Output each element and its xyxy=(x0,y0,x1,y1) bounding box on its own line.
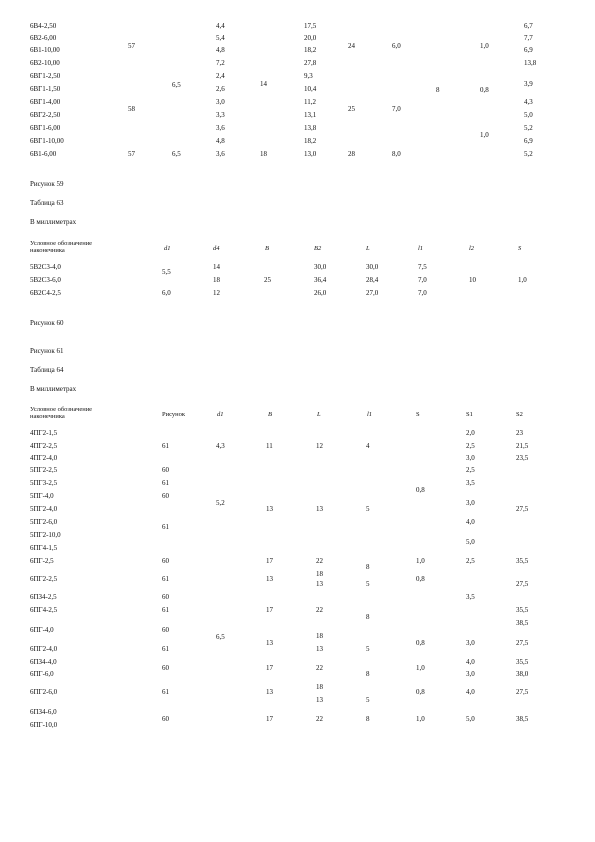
table-cell: 22 xyxy=(316,606,323,614)
table-cell: 61 xyxy=(162,645,169,653)
table-cell: 61 xyxy=(162,442,169,450)
table-cell: 5 xyxy=(366,580,370,588)
table-cell: 13 xyxy=(316,645,323,653)
table-cell: 12 xyxy=(213,289,220,297)
table-cell: 4,0 xyxy=(466,658,475,666)
top-col-e: 10,4 xyxy=(304,85,317,93)
table-cell: 23 xyxy=(516,429,523,437)
top-col-e: 17,5 xyxy=(304,22,317,30)
top-code: 6ВГ1-6,00 xyxy=(30,124,61,132)
table-cell: 6ПЗ4-4,0 xyxy=(30,658,57,666)
table-cell: 60 xyxy=(162,557,169,565)
top-col-j: 5,2 xyxy=(524,124,533,132)
table-cell: 13 xyxy=(316,696,323,704)
table-cell: 2,5 xyxy=(466,557,475,565)
top-col-j: 5,0 xyxy=(524,111,533,119)
top-col-c: 3,6 xyxy=(216,124,225,132)
table-cell: 14 xyxy=(213,263,220,271)
column-header: l1 xyxy=(418,245,424,252)
column-header: d1 xyxy=(217,411,224,418)
table-cell: 3,0 xyxy=(466,454,475,462)
table-cell: 6,0 xyxy=(162,289,171,297)
top-code: 6ВГ1-1,50 xyxy=(30,85,61,93)
table-cell: 6ПГ-2,5 xyxy=(30,557,54,565)
table-cell: 5,0 xyxy=(466,538,475,546)
table-cell: 12 xyxy=(316,442,323,450)
column-header: Рисунок xyxy=(162,411,186,418)
top-col-f: 28 xyxy=(348,150,355,158)
table-cell: 8 xyxy=(366,563,370,571)
table-cell: 61 xyxy=(162,479,169,487)
table-cell: 6ПЗ4-6,0 xyxy=(30,708,57,716)
table-cell: 3,0 xyxy=(466,499,475,507)
column-header: Условное обозначение наконечника xyxy=(30,406,93,420)
table-cell: 18 xyxy=(316,683,323,691)
table-cell: 17 xyxy=(266,557,273,565)
top-col-a: 57 xyxy=(128,42,135,50)
top-col-i: 1,0 xyxy=(480,42,489,50)
table-cell: 5ПГ-4,0 xyxy=(30,492,54,500)
top-code: 6В2-6,00 xyxy=(30,34,57,42)
table-cell: 13 xyxy=(266,688,273,696)
top-col-j: 5,2 xyxy=(524,150,533,158)
column-header: L xyxy=(366,245,370,252)
table-cell: 60 xyxy=(162,715,169,723)
table-cell: 5ПГ2-10,0 xyxy=(30,531,61,539)
figure-caption: Рисунок 59 xyxy=(30,180,64,188)
table-cell: 26,0 xyxy=(314,289,327,297)
table-cell: 0,8 xyxy=(416,688,425,696)
table-cell: 61 xyxy=(162,575,169,583)
top-col-c: 4,8 xyxy=(216,46,225,54)
top-code: 6ВГ1-2,50 xyxy=(30,72,61,80)
top-col-d: 14 xyxy=(260,80,267,88)
table-cell: 6ПГ4-1,5 xyxy=(30,544,58,552)
table-cell: 7,5 xyxy=(418,263,427,271)
table-cell: 0,8 xyxy=(416,575,425,583)
table-cell: 18 xyxy=(316,632,323,640)
top-code: 6В2-10,00 xyxy=(30,59,60,67)
table-cell: 8 xyxy=(366,613,370,621)
table-cell: 13 xyxy=(266,639,273,647)
top-col-c: 4,4 xyxy=(216,22,225,30)
table-cell: 3,5 xyxy=(466,479,475,487)
table-cell: 5 xyxy=(366,696,370,704)
table-cell: 1,0 xyxy=(518,276,527,284)
figure-caption: Рисунок 61 xyxy=(30,347,64,355)
top-col-a: 57 xyxy=(128,150,135,158)
table-cell: 6ПГ2-2,5 xyxy=(30,575,58,583)
table-cell: 11 xyxy=(266,442,273,450)
table-cell: 6ПГ4-2,5 xyxy=(30,606,58,614)
top-col-g: 7,0 xyxy=(392,105,401,113)
top-col-h: 8 xyxy=(436,86,440,94)
top-col-j: 6,7 xyxy=(524,22,533,30)
table-cell: 23,5 xyxy=(516,454,529,462)
column-header: S2 xyxy=(516,411,523,418)
top-col-f: 24 xyxy=(348,42,355,50)
table-cell: 13 xyxy=(266,575,273,583)
top-col-j: 6,9 xyxy=(524,137,533,145)
table-cell: 35,5 xyxy=(516,606,529,614)
table-cell: 3,0 xyxy=(466,639,475,647)
top-col-c: 3,6 xyxy=(216,150,225,158)
table-cell: 0,8 xyxy=(416,486,425,494)
top-code: 6В1-6,00 xyxy=(30,150,57,158)
table-cell: 27,0 xyxy=(366,289,379,297)
table-cell: 10 xyxy=(469,276,476,284)
top-col-g: 6,0 xyxy=(392,42,401,50)
column-header: B2 xyxy=(314,245,322,252)
top-col-g: 8,0 xyxy=(392,150,401,158)
table-cell: 4ПГ2-4,0 xyxy=(30,454,58,462)
table-title: Таблица 64 xyxy=(30,366,64,374)
table-cell: 35,5 xyxy=(516,658,529,666)
table-cell: 60 xyxy=(162,626,169,634)
table-cell: 0,8 xyxy=(416,639,425,647)
table-units: В миллиметрах xyxy=(30,385,77,393)
table-cell: 7,0 xyxy=(418,276,427,284)
top-col-e: 13,8 xyxy=(304,124,317,132)
table-cell: 27,5 xyxy=(516,580,529,588)
table-cell: 61 xyxy=(162,606,169,614)
column-header: d1 xyxy=(164,245,171,252)
top-col-e: 13,0 xyxy=(304,150,317,158)
table-cell: 61 xyxy=(162,523,169,531)
top-col-c: 3,3 xyxy=(216,111,225,119)
column-header: B xyxy=(268,411,272,418)
table-cell: 6ПГ-10,0 xyxy=(30,721,58,729)
top-col-i: 0,8 xyxy=(480,86,489,94)
top-col-j: 3,9 xyxy=(524,80,533,88)
top-col-j: 6,9 xyxy=(524,46,533,54)
top-col-b: 6,5 xyxy=(172,150,181,158)
table-cell: 4,3 xyxy=(216,442,225,450)
table-cell: 27,5 xyxy=(516,688,529,696)
table-cell: 13 xyxy=(266,505,273,513)
table-cell: 60 xyxy=(162,593,169,601)
top-col-a: 58 xyxy=(128,105,135,113)
top-col-c: 2,6 xyxy=(216,85,225,93)
table-cell: 30,0 xyxy=(366,263,379,271)
table-cell: 61 xyxy=(162,688,169,696)
table-cell: 6В2С4-2,5 xyxy=(30,289,61,297)
table-cell: 4 xyxy=(366,442,370,450)
table-cell: 5 xyxy=(366,645,370,653)
table-cell: 60 xyxy=(162,466,169,474)
table-cell: 22 xyxy=(316,715,323,723)
top-code: 6ВГ1-4,00 xyxy=(30,98,61,106)
top-col-j: 13,8 xyxy=(524,59,537,67)
top-col-f: 25 xyxy=(348,105,355,113)
table-cell: 38,0 xyxy=(516,670,529,678)
top-col-e: 20,0 xyxy=(304,34,317,42)
table-cell: 3,5 xyxy=(466,593,475,601)
top-col-e: 18,2 xyxy=(304,46,317,54)
column-header: l2 xyxy=(469,245,475,252)
table-cell: 17 xyxy=(266,715,273,723)
top-code: 6ВГ1-10,00 xyxy=(30,137,64,145)
table-cell: 7,0 xyxy=(418,289,427,297)
table-cell: 5 xyxy=(366,505,370,513)
table-cell: 2,5 xyxy=(466,442,475,450)
table-cell: 28,4 xyxy=(366,276,379,284)
column-header: L xyxy=(317,411,321,418)
top-col-i: 1,0 xyxy=(480,131,489,139)
table-cell: 6ПГ2-6,0 xyxy=(30,688,58,696)
table-cell: 30,0 xyxy=(314,263,327,271)
column-header: S xyxy=(416,411,420,418)
top-col-e: 27,8 xyxy=(304,59,317,67)
table-units: В миллиметрах xyxy=(30,218,77,226)
top-col-j: 7,7 xyxy=(524,34,533,42)
top-col-e: 9,3 xyxy=(304,72,313,80)
table-cell: 1,0 xyxy=(416,664,425,672)
column-header: l1 xyxy=(367,411,373,418)
table-cell: 5ПГ2-4,0 xyxy=(30,505,58,513)
top-code: 6В1-10,00 xyxy=(30,46,60,54)
table-cell: 27,5 xyxy=(516,505,529,513)
table-cell: 60 xyxy=(162,664,169,672)
table-cell: 35,5 xyxy=(516,557,529,565)
figure-caption: Рисунок 60 xyxy=(30,319,64,327)
top-col-c: 4,8 xyxy=(216,137,225,145)
table-cell: 17 xyxy=(266,664,273,672)
table-title: Таблица 63 xyxy=(30,199,64,207)
table-cell: 27,5 xyxy=(516,639,529,647)
table-cell: 6,5 xyxy=(216,633,225,641)
table-cell: 38,5 xyxy=(516,619,529,627)
top-col-c: 7,2 xyxy=(216,59,225,67)
table-cell: 22 xyxy=(316,664,323,672)
column-header: S xyxy=(518,245,522,252)
top-col-c: 2,4 xyxy=(216,72,225,80)
table-cell: 18 xyxy=(316,570,323,578)
top-code: 6ВГ2-2,50 xyxy=(30,111,61,119)
table-cell: 5ПГ3-2,5 xyxy=(30,479,58,487)
table-cell: 6ПГ-4,0 xyxy=(30,626,54,634)
table-cell: 2,5 xyxy=(466,466,475,474)
table-cell: 1,0 xyxy=(416,715,425,723)
table-cell: 5,5 xyxy=(162,268,171,276)
column-header: Условное обозначение наконечника xyxy=(30,240,93,254)
table-cell: 5В2С3-4,0 xyxy=(30,263,61,271)
top-col-e: 11,2 xyxy=(304,98,316,106)
column-header: S1 xyxy=(466,411,473,418)
top-col-d: 18 xyxy=(260,150,267,158)
top-col-c: 5,4 xyxy=(216,34,225,42)
top-col-b: 6,5 xyxy=(172,81,181,89)
table-cell: 5ПГ2-6,0 xyxy=(30,518,58,526)
table-cell: 8 xyxy=(366,670,370,678)
table-cell: 36,4 xyxy=(314,276,327,284)
table-cell: 21,5 xyxy=(516,442,529,450)
column-header: B xyxy=(265,245,269,252)
table-cell: 4ПГ2-1,5 xyxy=(30,429,58,437)
table-cell: 6ПЗ4-2,5 xyxy=(30,593,57,601)
table-cell: 6ПГ2-4,0 xyxy=(30,645,58,653)
table-cell: 13 xyxy=(316,580,323,588)
top-col-e: 13,1 xyxy=(304,111,317,119)
table-cell: 4,0 xyxy=(466,518,475,526)
table-cell: 13 xyxy=(316,505,323,513)
table-cell: 4,0 xyxy=(466,688,475,696)
top-code: 6В4-2,50 xyxy=(30,22,57,30)
table-cell: 22 xyxy=(316,557,323,565)
table-cell: 4ПГ2-2,5 xyxy=(30,442,58,450)
top-col-j: 4,3 xyxy=(524,98,533,106)
table-cell: 5ПГ2-2,5 xyxy=(30,466,58,474)
table-cell: 6ПГ-6,0 xyxy=(30,670,54,678)
table-cell: 60 xyxy=(162,492,169,500)
top-col-c: 3,0 xyxy=(216,98,225,106)
table-cell: 17 xyxy=(266,606,273,614)
table-cell: 5,2 xyxy=(216,499,225,507)
top-col-e: 18,2 xyxy=(304,137,317,145)
table-cell: 8 xyxy=(366,715,370,723)
table-cell: 3,0 xyxy=(466,670,475,678)
column-header: d4 xyxy=(213,245,220,252)
table-cell: 1,0 xyxy=(416,557,425,565)
table-cell: 38,5 xyxy=(516,715,529,723)
table-cell: 5В2С3-6,0 xyxy=(30,276,61,284)
table-cell: 2,0 xyxy=(466,429,475,437)
table-cell: 25 xyxy=(264,276,271,284)
table-cell: 5,0 xyxy=(466,715,475,723)
table-cell: 18 xyxy=(213,276,220,284)
